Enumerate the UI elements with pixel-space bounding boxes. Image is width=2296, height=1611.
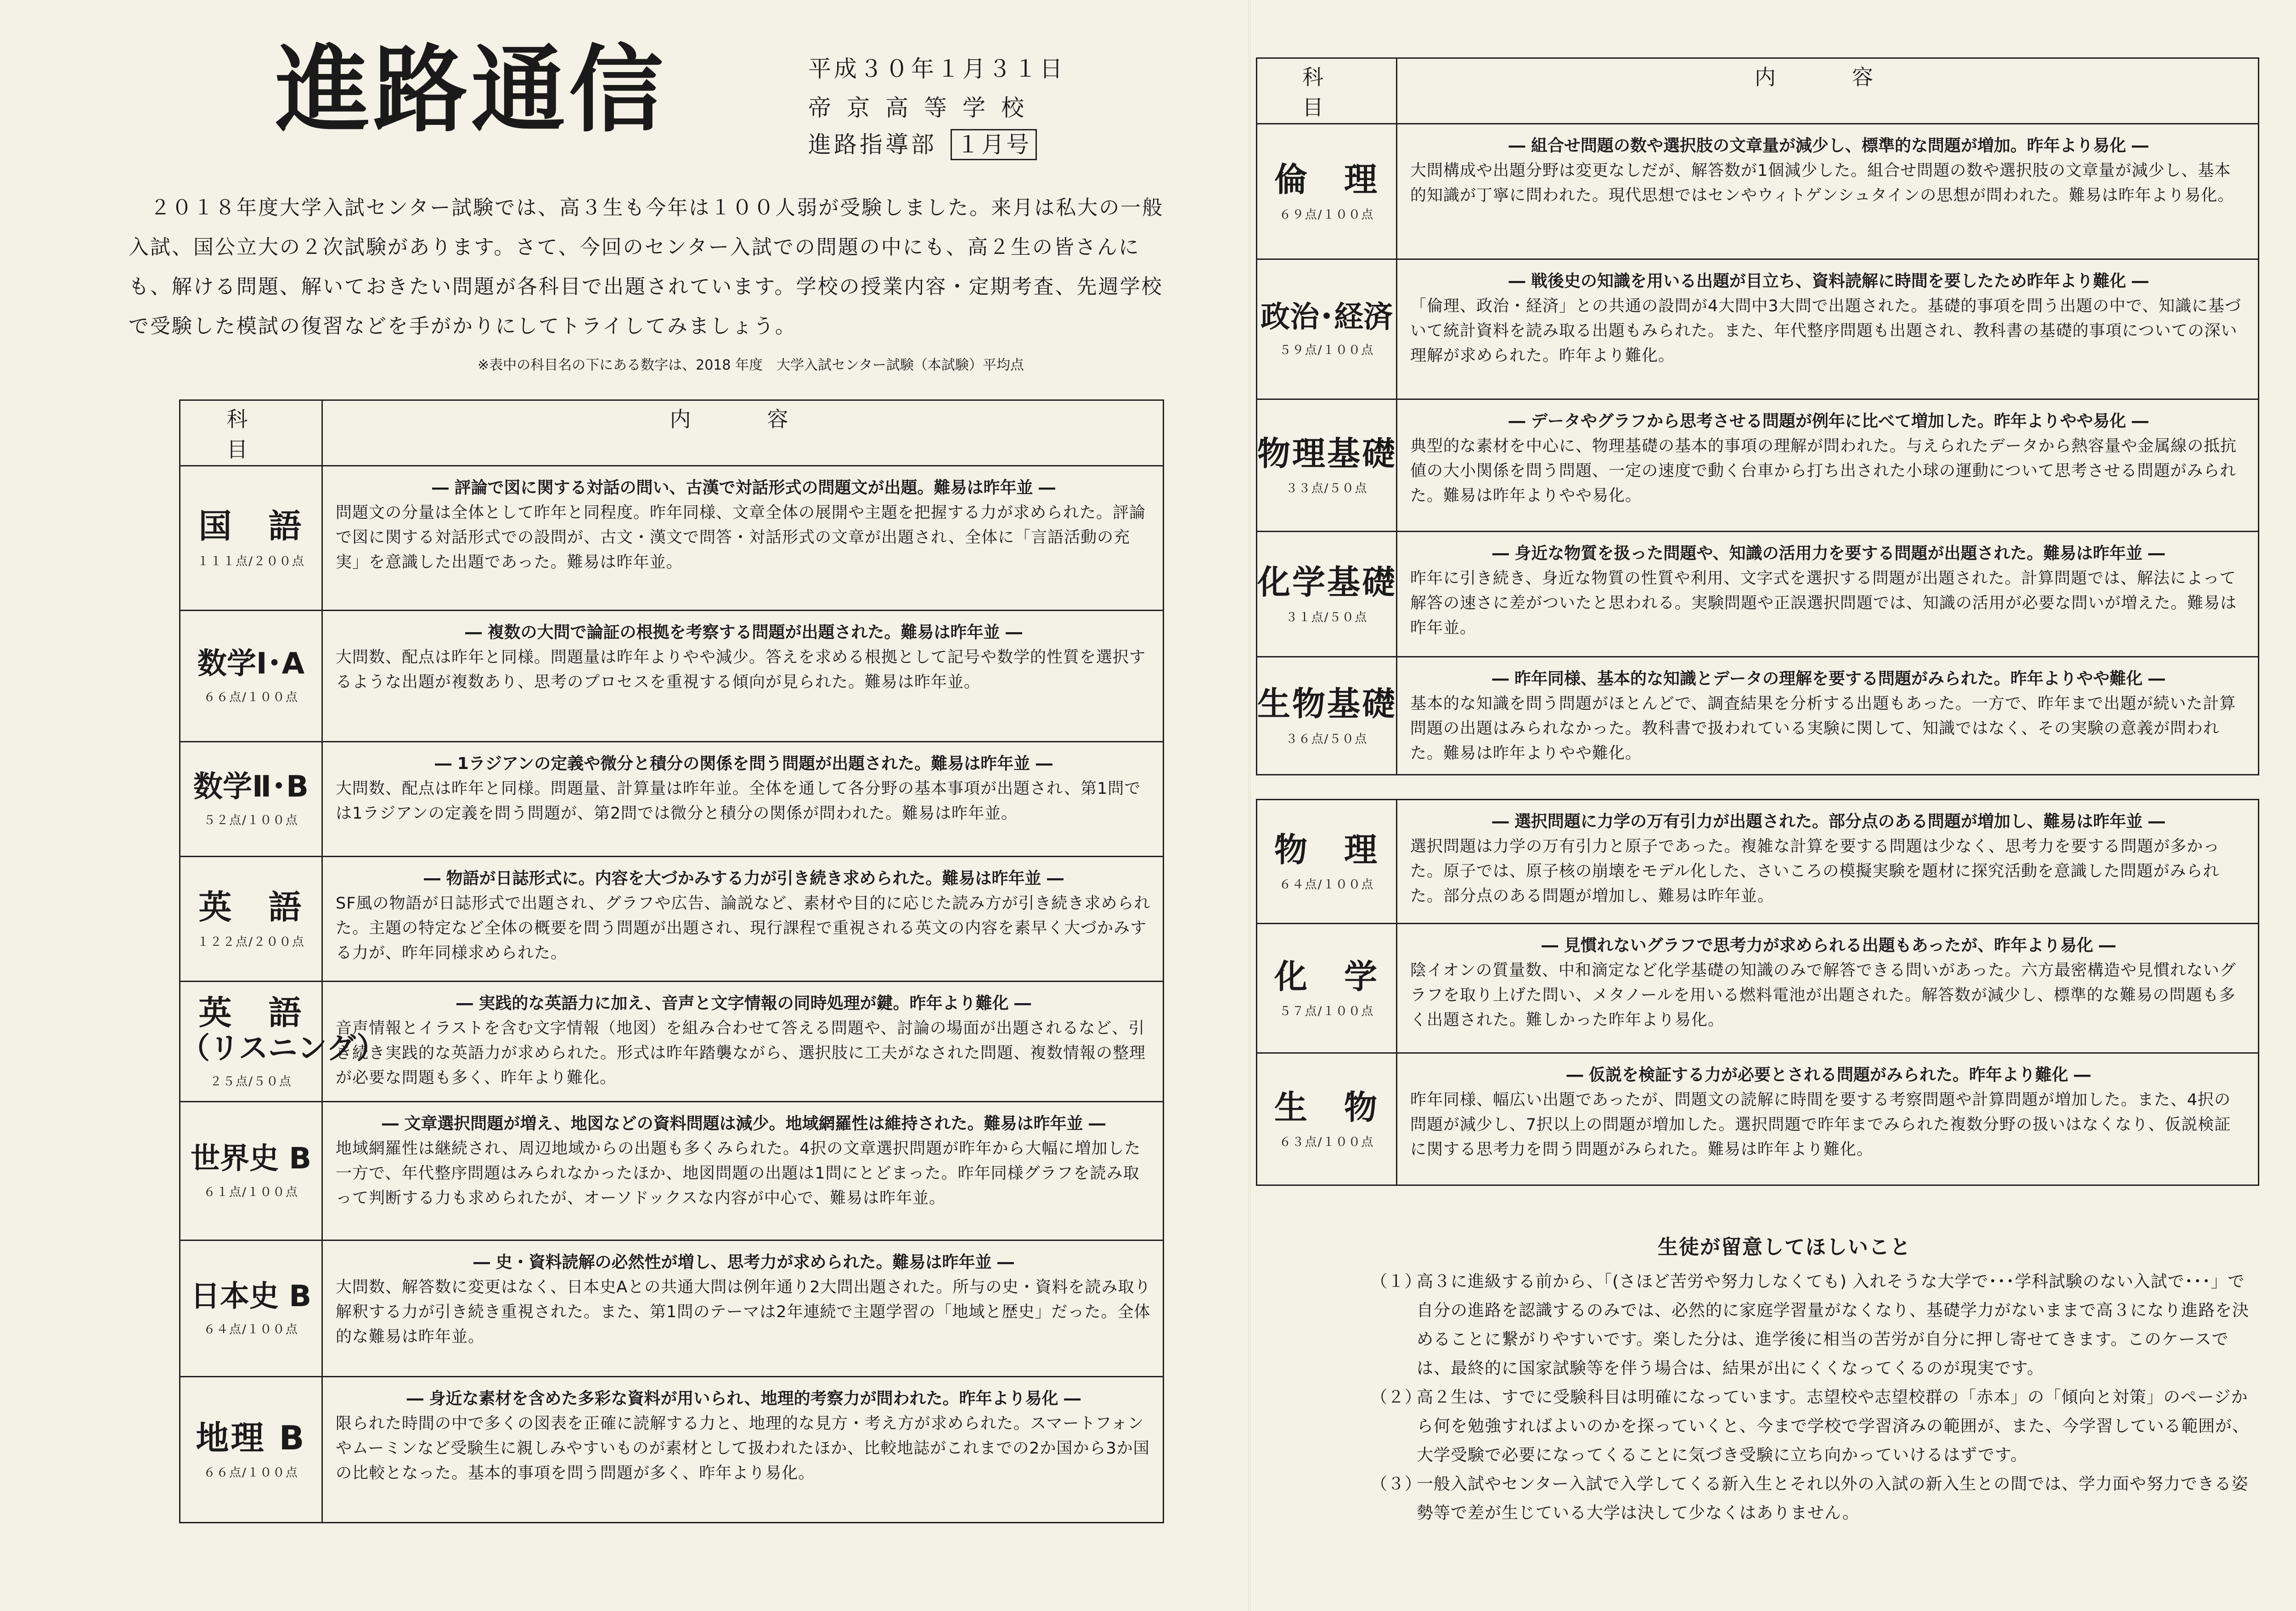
subject-cell [1257,657,1397,775]
subject-name: 地理 B [196,1418,306,1457]
content-cell [1397,924,2259,1053]
average-score: ５９点/１００点 [1279,343,1374,358]
content-cell [322,466,1164,611]
content-headline: ― 実践的な英語力に加え、音声と文字情報の同時処理が鍵。昨年より難化 ― [456,994,1031,1013]
subject-name: 日本史 B [190,1279,312,1313]
subject-row [180,1241,1164,1377]
content-headline: ― 評論で図に関する対話の問い、古漢で対話形式の問題文が出題。難易は昨年並 ― [432,478,1056,497]
content-cell [322,982,1164,1102]
content-body: 昨年に引き続き、身近な物質の性質や利用、文字式を選択する問題が出題された。計算問題では、解法によって解答の速さに差がついたと思われる。実験問題や正誤選択問題では、知識の活用が必要な問いが増えた。難易は昨年並。 [1410,569,2237,637]
subject-name: 生物基礎 [1257,685,1397,724]
content-cell [1397,532,2259,657]
subject-cell [1257,924,1397,1053]
average-score: ２５点/５０点 [210,1075,292,1089]
subjects-table-right-lower [1256,799,2259,1186]
subject-name: 英 語 [198,993,304,1032]
subject-name: 物理基礎 [1257,434,1397,473]
content-cell [322,742,1164,857]
subject-name: 国 語 [198,507,304,546]
subject-row [1257,1053,2259,1185]
subject-row [1257,800,2259,924]
content-cell [322,857,1164,982]
note-text: 一般入試やセンター入試で入学してくる新入生とそれ以外の入試の新入生との間では、学力面や努力できる姿勢等で差が生じている大学は決して少なくはありません。 [1417,1475,2249,1522]
content-cell [1397,399,2259,532]
subject-cell [180,611,322,742]
average-score: ６６点/１００点 [203,690,298,704]
content-headline: ― 昨年同様、基本的な知識とデータの理解を要する問題がみられた。昨年よりやや難化 ― [1492,669,2165,688]
content-headline: ― 見慣れないグラフで思考力が求められる出題もあったが、昨年より易化 ― [1542,936,2116,955]
content-cell [1397,657,2259,775]
average-score: ６１点/１００点 [203,1185,298,1199]
table-header-row [1257,58,2259,124]
average-score: ５２点/１００点 [203,813,298,827]
subject-row [1257,399,2259,532]
newsletter-title: 進路通信 [276,36,667,145]
subject-name: 化学基礎 [1257,563,1397,602]
note-text: 高２生は、すでに受験科目は明確になっています。志望校や志望校群の「赤本」の「傾向と対策」のページから何を勉強すればよいのかを探っていくと、今まで学校で学習済みの範囲が、また、今学習している範囲が、大学受験で必要になってくることに気づき受験に立ち向かっていけるはずです。 [1417,1388,2250,1465]
content-body: 「倫理、政治・経済」との共通の設問が4大問中3大問で出題された。基礎的事項を問う出題の中で、知識に基づいて統計資料を読み取る出題もみられた。また、年代整序問題も出題され、教科書の基礎的事項についての深い理解が求められた。昨年より難化。 [1410,297,2241,365]
content-cell [322,1102,1164,1241]
subject-row [180,611,1164,742]
content-cell [1397,1053,2259,1185]
subject-row [1257,924,2259,1053]
average-score: ５７点/１００点 [1279,1005,1374,1019]
subject-row [180,982,1164,1102]
content-body: 音声情報とイラストを含む文字情報（地図）を組み合わせて答える問題や、討論の場面が出題されるなど、引き続き実践的な英語力が求められた。形式は昨年踏襲ながら、選択肢に工夫がなされた問題、複数情報の整理が必要な問題も多く、昨年より難化。 [336,1019,1146,1087]
subject-name: 数学Ⅰ･A [197,647,305,681]
table-header-row [180,400,1164,466]
average-score: ３３点/５０点 [1285,482,1368,496]
subject-cell [180,982,386,1102]
subject-name: 倫 理 [1274,160,1379,199]
subject-row [180,742,1164,857]
content-headline: ― 文章選択問題が増え、地図などの資料問題は減少。地域網羅性は維持された。難易は昨年並 ― [382,1114,1106,1133]
content-headline: ― 仮説を検証する力が必要とされる問題がみられた。昨年より難化 ― [1566,1066,2091,1084]
subject-cell [1257,1053,1397,1185]
content-headline: ― 複数の大問で論証の根拠を考察する問題が出題された。難易は昨年並 ― [465,623,1023,642]
subject-row [180,1377,1164,1523]
content-headline: ― 身近な物質を扱った問題や、知識の活用力を要する問題が出題された。難易は昨年並 ― [1492,544,2165,563]
intro-paragraph: ２０１８年度大学入試センター試験では、高３生も今年は１００人弱が受験しました。来月は私大の一般入試、国公立大の２次試験があります。さて、今回のセンター入試での問題の中にも、高２生の皆さんにも、解ける問題、解いておきたい問題が各科目で出題されています。学校の授業内容・定期考査、先週学校で受験した模試の復習などを手がかりにしてトライしてみましょう。 [129,196,1164,338]
content-cell [1397,800,2259,924]
note-item [1371,1383,2257,1470]
subject-name: 英 語 [198,887,304,926]
subject-name: 数学Ⅱ･B [193,770,309,804]
subject-cell [1257,800,1397,924]
average-score: １２２点/２００点 [197,935,305,949]
subject-row [1257,532,2259,657]
average-score: ６３点/１００点 [1279,1135,1374,1150]
content-body: 大問数、解答数に変更はなく、日本史Aとの共通大問は例年通り2大問出題された。所与の史・資料を読み取り解釈する力が引き続き重視された。また、第1問のテーマは2年連続で主題学習の「地域と歴史」だった。全体的な難易は昨年並。 [336,1278,1151,1346]
average-score: ６４点/１００点 [203,1323,298,1337]
content-column-header: 内 容 [322,400,1164,466]
note-text: 高３に進級する前から、「(さほど苦労や努力しなくても) 入れそうな大学で･･･学科試験のない入試で･･･」で自分の進路を認識するのみでは、必然的に家庭学習量がなくなり、基礎学力がないままで高３になり進路を決めることに繋がりやすいです。楽した分は、進学後に相当の苦労が自分に押し寄せてきます。このケースでは、最終的に国家試験等を伴う場合は、結果が出にくくなってくるのが現実です。 [1417,1272,2250,1378]
content-headline: ― データやグラフから思考させる問題が例年に比べて増加した。昨年よりやや易化 ― [1508,412,2149,431]
notes-title: 生徒が留意してほしいこと [1658,1235,1911,1259]
content-headline: ― 身近な素材を含めた多彩な資料が用いられ、地理的考察力が問われた。昨年より易化 ― [406,1389,1081,1408]
content-body: 問題文の分量は全体として昨年と同程度。昨年同様、文章全体の展開や主題を把握する力が求められた。評論で図に関する対話形式での設問が、古文・漢文で問答・対話形式の文章が出題され、全体に「言語活動の充実」を意識した出題であった。難易は昨年並。 [336,504,1146,572]
subject-cell [180,1102,322,1241]
subject-column-header: 科 目 [1257,58,1397,124]
content-column-header: 内 容 [1397,58,2259,124]
content-body: 大問構成や出題分野は変更なしだが、解答数が1個減少した。組合せ問題の数や選択肢の文章量が減少し、基本的知識が丁寧に問われた。現代思想ではセンやウィトゲンシュタインの思想が問われた。難易は昨年より易化。 [1410,162,2234,205]
notes-list [1371,1267,2257,1527]
subject-name: 世界史 B [190,1142,312,1176]
subject-row [1257,124,2259,259]
department-name: 進路指導部 [808,131,937,158]
subject-cell [1257,124,1397,259]
subject-cell [180,466,322,611]
content-body: SF風の物語が日誌形式で出題され、グラフや広告、論説など、素材や目的に応じた読み方が引き続き求められた。主題の特定など全体の概要を問う問題が出題され、現行課程で重視される英文の内容を素早く大づかみする力が、昨年同様求められた。 [336,894,1151,962]
note-item [1371,1267,2257,1383]
content-body: 典型的な素材を中心に、物理基礎の基本的事項の理解が問われた。与えられたデータから熱容量や金属線の抵抗値の大小関係を問う問題、一定の速度で動く台車から打ち出された小球の運動について思考させる問題がみられた。難易は昨年よりやや易化。 [1410,437,2237,505]
content-headline: ― 物語が日誌形式に。内容を大づかみする力が引き続き求められた。難易は昨年並 ― [423,869,1064,888]
subject-cell [180,1377,322,1523]
content-body: 地域網羅性は継続され、周辺地域からの出題も多くみられた。4択の文章選択問題が昨年から大幅に増加した一方で、年代整序問題はみられなかったほか、地図問題の出題は1問にとどまった。昨年同様グラフを読み取って判断する力も求められたが、オーソドックスな内容が中心で、難易は昨年並。 [336,1139,1141,1207]
content-cell [322,1241,1164,1377]
average-score: ３１点/５０点 [1285,610,1368,624]
subject-cell [180,742,322,857]
issue-date: 平成３０年１月３１日 [808,56,1065,82]
content-cell [1397,124,2259,259]
subject-cell [1257,399,1397,532]
content-body: 昨年同様、幅広い出題であったが、問題文の読解に時間を要する考察問題や計算問題が増加した。また、4択の問題が減少し、7択以上の問題が増加した。選択問題で昨年までみられた複数分野の扱いはなくなり、仮説検証に関する思考力を問う問題がみられた。難易は昨年より難化。 [1410,1091,2231,1159]
content-headline: ― 1ラジアンの定義や微分と積分の関係を問う問題が出題された。難易は昨年並 ― [435,754,1052,773]
content-headline: ― 史・資料読解の必然性が増し、思考力が求められた。難易は昨年並 ― [473,1253,1014,1272]
note-item [1371,1470,2257,1527]
content-body: 選択問題は力学の万有引力と原子であった。複雑な計算を要する問題は少なく、思考力を要する問題が多かった。原子では、原子核の崩壊をモデル化した、さいころの模擬実験を題材に探究活動を意識した問題がみられた。部分点のある問題が増加し、難易は昨年並。 [1410,837,2220,905]
content-body: 陰イオンの質量数、中和滴定など化学基礎の知識のみで解答できる問いがあった。六方最密構造や見慣れないグラフを取り上げた問い、メタノールを用いる燃料電池が出題された。解答数が減少し、標準的な難易の問題も多く出題された。難しかった昨年より易化。 [1410,961,2236,1029]
subjects-table-right-upper [1256,57,2259,775]
subject-cell [1257,259,1397,399]
subject-cell [180,1241,322,1377]
subject-name: 生 物 [1274,1088,1379,1127]
subject-name-sub: （リスニング） [180,1031,386,1066]
subject-name: 政治･経済 [1261,300,1393,334]
content-headline: ― 選択問題に力学の万有引力が出題された。部分点のある問題が増加し、難易は昨年並 ― [1492,812,2165,831]
subject-cell [180,857,322,982]
subject-row [180,466,1164,611]
content-body: 大問数、配点は昨年と同様。問題量、計算量は昨年並。全体を通して各分野の基本事項が出題され、第1問では1ラジアンの定義を問う問題が、第2問では微分と積分の関係が問われた。難易は昨年並。 [336,780,1141,823]
note-number: （１） [1371,1272,1422,1291]
content-headline: ― 組合せ問題の数や選択肢の文章量が減少し、標準的な問題が増加。昨年より易化 ― [1508,136,2149,155]
subject-name: 物 理 [1274,830,1379,869]
average-score: ６６点/１００点 [203,1466,298,1480]
note-number: （３） [1371,1475,1422,1493]
subject-name: 化 学 [1274,957,1379,996]
subject-cell [1257,532,1397,657]
subject-row [180,1102,1164,1241]
content-cell [1397,259,2259,399]
issue-badge: １月号 [951,129,1037,160]
content-headline: ― 戦後史の知識を用いる出題が目立ち、資料読解に時間を要したため昨年より難化 ― [1508,272,2149,291]
average-score: １１１点/２００点 [197,554,305,568]
note-number: （２） [1371,1388,1422,1407]
table-note: ※表中の科目名の下にある数字は、2018 年度 大学入試センター試験（本試験）平均点 [478,357,1024,373]
average-score: ６９点/１００点 [1279,208,1374,222]
department-line [808,133,1037,156]
average-score: ３６点/５０点 [1285,732,1368,746]
subject-row [1257,259,2259,399]
subjects-table-left [179,399,1164,1523]
school-name: 帝京高等学校 [808,95,1040,121]
content-cell [322,611,1164,742]
subject-column-header: 科 目 [180,400,322,466]
subject-row [1257,657,2259,775]
content-body: 限られた時間の中で多くの図表を正確に読解する力と、地理的な見方・考え方が求められた。スマートフォンやムーミンなど受験生に親しみやすいものが素材として扱われたほか、比較地誌がこれまでの2か国から3か国の比較となった。基本的事項を問う問題が多く、昨年より易化。 [336,1415,1150,1482]
average-score: ６４点/１００点 [1279,878,1374,892]
content-body: 基本的な知識を問う問題がほとんどで、調査結果を分析する出題もあった。一方で、昨年まで出題が続いた計算問題の出題はみられなかった。教科書で扱われている実験に関して、知識ではなく、その実験の意義が問われた。難易は昨年よりやや難化。 [1410,695,2236,763]
subject-row [180,857,1164,982]
content-cell [322,1377,1164,1523]
content-body: 大問数、配点は昨年と同様。問題量は昨年よりやや減少。答えを求める根拠として記号や数学的性質を選択するような出題が複数あり、思考のプロセスを重視する傾向が見られた。難易は昨年並。 [336,648,1146,691]
